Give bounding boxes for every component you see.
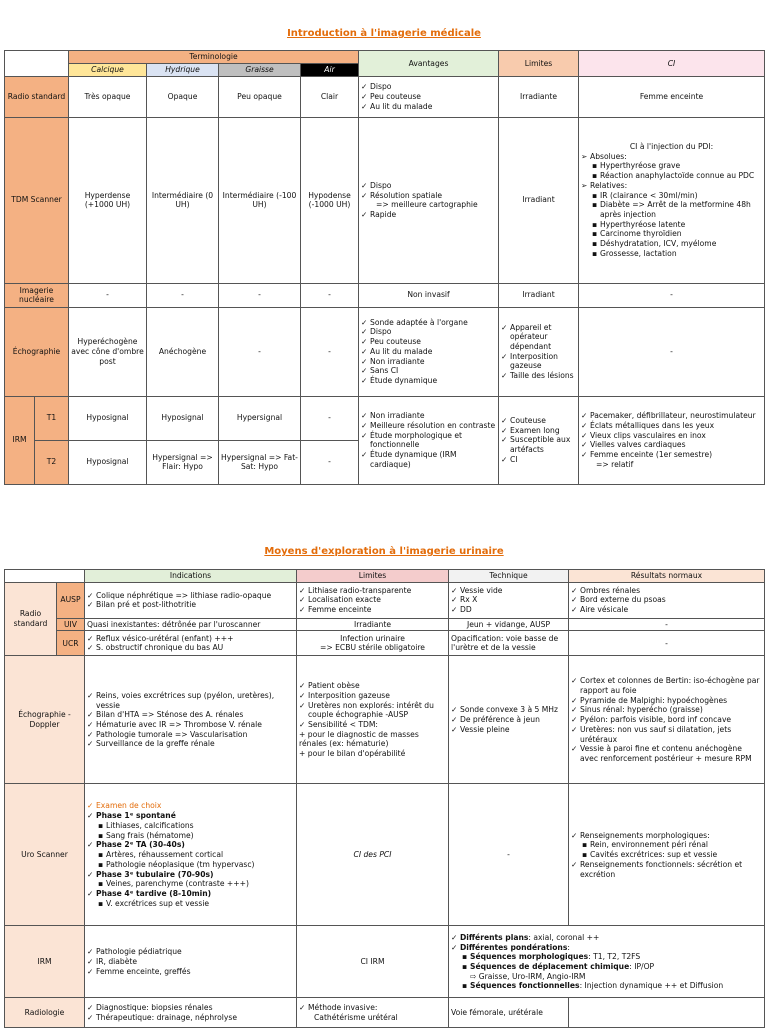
cell: -: [301, 396, 359, 440]
cell-avantages: ✓ Sonde adaptée à l'organe ✓ Dispo ✓ Peu couteuse ✓ Au lit du malade ✓ Non irradiante ✓ Sans CI ✓ Étude dynamique: [359, 307, 499, 396]
cell: Hyposignal: [69, 440, 147, 484]
row-irm-t2: T2: [35, 440, 69, 484]
cell-avantages: ✓ Non irradiante ✓ Meilleure résolution en contraste ✓ Étude morphologique et fonctionnelle ✓ Étude dynamique (IRM cardiaque): [359, 396, 499, 484]
cell-limites: Irradiante: [297, 618, 449, 631]
cell-ci: ✓ Pacemaker, défibrillateur, neurostimulateur ✓ Éclats métalliques dans les yeux ✓ Vieux clips vasculaires en inox ✓ Vielles valves cardiaques ✓ Femme enceinte (1er semestre) => relatif: [579, 396, 765, 484]
cell: Très opaque: [69, 76, 147, 117]
cell-ci: -: [579, 283, 765, 307]
row-radio-standard: Radio standard: [5, 76, 69, 117]
cell: Hyposignal: [69, 396, 147, 440]
cell-limites: CI des PCI: [297, 784, 449, 926]
row-imagerie-nucleaire: Imagerie nucléaire: [5, 283, 69, 307]
cell-limites: ✓ Lithiase radio-transparente ✓ Localisation exacte ✓ Femme enceinte: [297, 582, 449, 618]
row-ausp: AUSP: [57, 582, 85, 618]
cell-indications: ✓ Colique néphrétique => lithiase radio-opaque ✓ Bilan pré et post-lithotritie: [85, 582, 297, 618]
row-irm: IRM: [5, 396, 35, 484]
cell-indications: ✓ Reins, voies excrétrices sup (pyélon, uretères), vessie ✓ Bilan d'HTA => Sténose des A. rénales ✓ Hématurie avec IR => Thrombose V. rénale ✓ Pathologie tumorale => Vascularisation ✓ Surveillance de la greffe rénale: [85, 656, 297, 784]
cell-resultats: ✓ Ombres rénales ✓ Bord externe du psoas ✓ Aire vésicale: [569, 582, 765, 618]
row-uro-scanner: Uro Scanner: [5, 784, 85, 926]
cell: Hyperéchogène avec cône d'ombre post: [69, 307, 147, 396]
cell-resultats: -: [569, 618, 765, 631]
cell: Intermédiaire (0 UH): [147, 117, 219, 283]
row-tdm-scanner: TDM Scanner: [5, 117, 69, 283]
cell-indications: ✓ Examen de choix ✓ Phase 1ᵉ spontané ▪ Lithiases, calcifications ▪ Sang frais (hématome) ✓ Phase 2ᵉ TA (30-40s) ▪ Artères, réhaussement cortical ▪ Pathologie néoplasique (tm hypervasc) ✓ Phase 3ᵉ tubulaire (70-90s) ▪ Veines, parenchyme (contraste +++) ✓ Phase 4ᵉ tardive (8-10min) ▪ V. excrétrices sup et vessie: [85, 784, 297, 926]
cell-limites: ✓ Méthode invasive: Cathétérisme urétéral: [297, 998, 449, 1028]
row-echographie-doppler: Échographie - Doppler: [5, 656, 85, 784]
cell-avantages: Non invasif: [359, 283, 499, 307]
cell-indications: ✓ Diagnostique: biopsies rénales ✓ Thérapeutique: drainage, néphrolyse: [85, 998, 297, 1028]
row-radio-standard: Radio standard: [5, 582, 57, 656]
cell-resultats: ✓ Cortex et colonnes de Bertin: iso-échogène par rapport au foie ✓ Pyramide de Malpighi: hypoéchogènes ✓ Sinus rénal: hyperécho (graisse) ✓ Pyélon: parfois visible, bord inf concave ✓ Uretères: non vus sauf si dilatation, jets urétéraux ✓ Vessie à paroi fine et contenu anéchogène avec renforcement postérieur + mesure RPM: [569, 656, 765, 784]
header-limites: Limites: [297, 570, 449, 583]
cell: Hyperdense (+1000 UH): [69, 117, 147, 283]
row-echographie: Échographie: [5, 307, 69, 396]
row-ucr: UCR: [57, 631, 85, 656]
cell-limites: Irradiant: [499, 117, 579, 283]
cell-technique: Opacification: voie basse de l'urètre et de la vessie: [449, 631, 569, 656]
cell: Hypersignal: [219, 396, 301, 440]
cell: Hyposignal: [147, 396, 219, 440]
cell-resultats: ✓ Renseignements morphologiques: ▪ Rein, environnement péri rénal ▪ Cavités excrétrices: sup et vessie ✓ Renseignements fonctionnels: sécrétion et excrétion: [569, 784, 765, 926]
cell: -: [219, 307, 301, 396]
cell: Peu opaque: [219, 76, 301, 117]
sub-calcique: Calcique: [69, 64, 147, 77]
cell-technique: ✓ Différents plans: axial, coronal ++ ✓ Différentes pondérations: ▪ Séquences morphologiques: T1, T2, T2FS ▪ Séquences de déplacement chimique: IP/OP ⇨ Graisse, Uro-IRM, Angio-IRM ▪ Séquences fonctionnelles: Injection dynamique ++ et Diffusion: [449, 926, 765, 998]
cell-indications: ✓ Pathologie pédiatrique ✓ IR, diabète ✓ Femme enceinte, greffés: [85, 926, 297, 998]
header-technique: Technique: [449, 570, 569, 583]
sub-air: Air: [301, 64, 359, 77]
cell: -: [147, 283, 219, 307]
cell: Hypersignal => Fat-Sat: Hypo: [219, 440, 301, 484]
sub-graisse: Graisse: [219, 64, 301, 77]
cell-limites: ✓ Appareil et opérateur dépendant ✓ Interposition gazeuse ✓ Taille des lésions: [499, 307, 579, 396]
cell-limites: ✓ Couteuse ✓ Examen long ✓ Susceptible aux artéfacts ✓ CI: [499, 396, 579, 484]
cell: Hypodense (-1000 UH): [301, 117, 359, 283]
cell: Opaque: [147, 76, 219, 117]
row-uiv: UIV: [57, 618, 85, 631]
cell-limites: Infection urinaire => ECBU stérile obligatoire: [297, 631, 449, 656]
cell-technique: ✓ Vessie vide ✓ Rx X ✓ DD: [449, 582, 569, 618]
cell-avantages: ✓ Dispo ✓ Résolution spatiale => meilleure cartographie ✓ Rapide: [359, 117, 499, 283]
cell-limites: ✓ Patient obèse ✓ Interposition gazeuse ✓ Uretères non explorés: intérêt du couple échographie -AUSP ✓ Sensibilité < TDM: + pour le diagnostic de masses rénales (ex: hématurie) + pour le bilan d'opérabilité: [297, 656, 449, 784]
sub-hydrique: Hydrique: [147, 64, 219, 77]
row-irm: IRM: [5, 926, 85, 998]
cell: -: [301, 440, 359, 484]
cell: Intermédiaire (-100 UH): [219, 117, 301, 283]
header-ci: CI: [579, 51, 765, 77]
cell-technique: Jeun + vidange, AUSP: [449, 618, 569, 631]
cell: Hypersignal => Flair: Hypo: [147, 440, 219, 484]
cell-technique: Voie fémorale, urétérale: [449, 998, 569, 1028]
cell-limites: Irradiant: [499, 283, 579, 307]
cell-resultats: -: [569, 631, 765, 656]
cell-limites: Irradiante: [499, 76, 579, 117]
header-indications: Indications: [85, 570, 297, 583]
cell-ci: Femme enceinte: [579, 76, 765, 117]
cell: Anéchogène: [147, 307, 219, 396]
cell-avantages: ✓ Dispo ✓ Peu couteuse ✓ Au lit du malade: [359, 76, 499, 117]
cell: -: [69, 283, 147, 307]
cell-technique: -: [449, 784, 569, 926]
page-title-urinaire: Moyens d'exploration à l'imagerie urinaire: [264, 546, 504, 557]
table-imagerie-urinaire: [4, 569, 765, 1028]
header-terminologie: Terminologie: [69, 51, 359, 64]
cell: Clair: [301, 76, 359, 117]
table-imagerie-medicale: [4, 50, 765, 485]
row-radiologie: Radiologie: [5, 998, 85, 1028]
cell-limites: CI IRM: [297, 926, 449, 998]
row-irm-t1: T1: [35, 396, 69, 440]
cell: -: [301, 307, 359, 396]
cell: -: [219, 283, 301, 307]
cell-ci: -: [579, 307, 765, 396]
cell-indications: ✓ Reflux vésico-urétéral (enfant) +++ ✓ S. obstructif chronique du bas AU: [85, 631, 297, 656]
header-avantages: Avantages: [359, 51, 499, 77]
cell-indications: Quasi inexistantes: détrônée par l'uroscanner: [85, 618, 297, 631]
header-limites: Limites: [499, 51, 579, 77]
cell-technique: ✓ Sonde convexe 3 à 5 MHz ✓ De préférence à jeun ✓ Vessie pleine: [449, 656, 569, 784]
header-resultats: Résultats normaux: [569, 570, 765, 583]
cell: -: [301, 283, 359, 307]
cell-ci: CI à l'injection du PDI: ➢ Absolues: ▪ Hyperthyréose grave ▪ Réaction anaphylactoïde connue au PDC ➢ Relatives: ▪ IR (clairance < 30ml/min) ▪ Diabète => Arrêt de la metformine 48h après injection ▪ Hyperthyréose latente ▪ Carcinome thyroïdien ▪ Déshydratation, ICV, myélome ▪ Grossesse, lactation: [579, 117, 765, 283]
page-title-imagerie: Introduction à l'imagerie médicale: [287, 28, 481, 39]
